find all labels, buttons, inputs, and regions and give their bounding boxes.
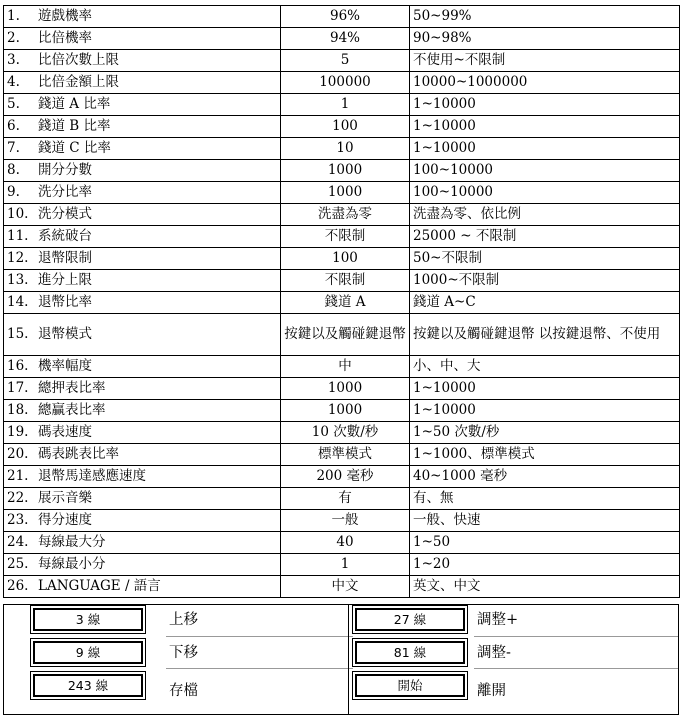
setting-name: 錢道 B 比率	[38, 118, 111, 134]
setting-number: 21.	[7, 468, 29, 484]
setting-name: 比倍金額上限	[38, 74, 119, 90]
setting-value: 40	[281, 532, 410, 554]
setting-name-cell	[4, 576, 281, 598]
setting-value: 1	[281, 94, 410, 116]
setting-value: 一般	[281, 510, 410, 532]
setting-value: 200 毫秒	[281, 466, 410, 488]
exit-label: 離開	[477, 683, 506, 699]
setting-name: 洗分比率	[38, 184, 92, 200]
setting-name: 洗分模式	[38, 206, 92, 222]
settings-rows	[4, 6, 680, 598]
setting-name: 退幣限制	[38, 250, 92, 266]
setting-name: 得分速度	[38, 512, 92, 528]
setting-name: 比倍次數上限	[38, 52, 119, 68]
setting-row	[4, 160, 680, 182]
setting-name-cell	[4, 400, 281, 422]
setting-range: 100~10000	[410, 160, 680, 182]
setting-name-cell	[4, 182, 281, 204]
setting-name: 總押表比率	[38, 380, 106, 396]
setting-row	[4, 72, 680, 94]
setting-row	[4, 510, 680, 532]
setting-name: 比倍機率	[38, 30, 92, 46]
setting-name-cell	[4, 510, 281, 532]
setting-value: 96%	[281, 6, 410, 28]
setting-row	[4, 554, 680, 576]
move-up-label: 上移	[169, 612, 198, 628]
setting-range: 英文、中文	[410, 576, 680, 598]
setting-name-cell	[4, 248, 281, 270]
setting-value: 10	[281, 138, 410, 160]
setting-name: 碼表速度	[38, 424, 92, 440]
setting-row	[4, 94, 680, 116]
setting-name: 退幣比率	[38, 294, 92, 310]
setting-range: 一般、快速	[410, 510, 680, 532]
setting-row	[4, 466, 680, 488]
setting-number: 7.	[7, 140, 20, 156]
setting-range: 按鍵以及觸碰鍵退幣 以按鍵退幣、不使用	[410, 314, 680, 356]
setting-name: 開分分數	[38, 162, 92, 178]
setting-number: 18.	[7, 402, 29, 418]
setting-number: 26.	[7, 578, 29, 594]
setting-value: 洗盡為零	[281, 204, 410, 226]
setting-range: 50~不限制	[410, 248, 680, 270]
settings-table	[3, 5, 680, 598]
setting-row	[4, 182, 680, 204]
setting-value: 100000	[281, 72, 410, 94]
setting-value: 5	[281, 50, 410, 72]
setting-row	[4, 292, 680, 314]
setting-value: 標準模式	[281, 444, 410, 466]
setting-range: 50~99%	[410, 6, 680, 28]
adjust-plus-label: 調整+	[477, 612, 519, 628]
setting-row	[4, 356, 680, 378]
setting-range: 25000 ~ 不限制	[410, 226, 680, 248]
setting-number: 10.	[7, 206, 29, 222]
adjust-minus-label: 調整-	[477, 645, 511, 661]
setting-number: 2.	[7, 30, 20, 46]
setting-row	[4, 488, 680, 510]
setting-name-cell	[4, 204, 281, 226]
setting-name-cell	[4, 466, 281, 488]
setting-name: 碼表跳表比率	[38, 446, 119, 462]
setting-row	[4, 422, 680, 444]
setting-number: 23.	[7, 512, 29, 528]
setting-name-cell	[4, 28, 281, 50]
setting-range: 有、無	[410, 488, 680, 510]
setting-name-cell	[4, 226, 281, 248]
setting-value: 100	[281, 248, 410, 270]
setting-range: 40~1000 毫秒	[410, 466, 680, 488]
setting-value: 100	[281, 116, 410, 138]
setting-name-cell	[4, 422, 281, 444]
setting-row	[4, 270, 680, 292]
setting-number: 17.	[7, 380, 29, 396]
setting-number: 14.	[7, 294, 29, 310]
setting-value: 1000	[281, 400, 410, 422]
setting-row	[4, 116, 680, 138]
setting-range: 90~98%	[410, 28, 680, 50]
setting-row	[4, 204, 680, 226]
lines-9-button[interactable]: 9 線	[33, 641, 143, 664]
setting-name-cell	[4, 116, 281, 138]
lines-81-button[interactable]: 81 線	[355, 641, 465, 664]
setting-value: 1000	[281, 182, 410, 204]
setting-range: 10000~1000000	[410, 72, 680, 94]
setting-range: 1~10000	[410, 400, 680, 422]
setting-number: 11.	[7, 228, 29, 244]
setting-value: 中文	[281, 576, 410, 598]
setting-range: 不使用~不限制	[410, 50, 680, 72]
setting-name: 退幣模式	[38, 326, 92, 342]
setting-range: 1~10000	[410, 116, 680, 138]
setting-value: 10 次數/秒	[281, 422, 410, 444]
setting-name-cell	[4, 160, 281, 182]
setting-name-cell	[4, 138, 281, 160]
setting-range: 1~10000	[410, 378, 680, 400]
setting-name: 退幣馬達感應速度	[38, 468, 146, 484]
setting-name: 系統破台	[38, 228, 92, 244]
setting-name-cell	[4, 378, 281, 400]
setting-row	[4, 6, 680, 28]
setting-range: 100~10000	[410, 182, 680, 204]
setting-value: 中	[281, 356, 410, 378]
setting-number: 1.	[7, 8, 20, 24]
control-pad	[3, 604, 679, 715]
setting-row	[4, 532, 680, 554]
setting-value: 按鍵以及觸碰鍵退幣	[281, 314, 410, 356]
save-label: 存檔	[169, 683, 198, 699]
setting-name: 錢道 A 比率	[38, 96, 111, 112]
setting-range: 1~1000、標準模式	[410, 444, 680, 466]
setting-range: 1~50	[410, 532, 680, 554]
setting-number: 13.	[7, 272, 29, 288]
setting-number: 16.	[7, 358, 29, 374]
setting-number: 15.	[7, 326, 29, 342]
setting-value: 1000	[281, 160, 410, 182]
move-down-label: 下移	[169, 645, 198, 661]
setting-value: 不限制	[281, 270, 410, 292]
setting-name-cell	[4, 314, 281, 356]
setting-row	[4, 400, 680, 422]
setting-name-cell	[4, 532, 281, 554]
setting-range: 洗盡為零、依比例	[410, 204, 680, 226]
setting-number: 8.	[7, 162, 20, 178]
setting-name-cell	[4, 444, 281, 466]
setting-value: 有	[281, 488, 410, 510]
setting-number: 20.	[7, 446, 29, 462]
setting-row	[4, 444, 680, 466]
setting-name: LANGUAGE / 語言	[38, 578, 161, 594]
setting-range: 小、中、大	[410, 356, 680, 378]
setting-row	[4, 138, 680, 160]
setting-value: 錢道 A	[281, 292, 410, 314]
setting-value: 1000	[281, 378, 410, 400]
setting-name-cell	[4, 292, 281, 314]
setting-range: 1~50 次數/秒	[410, 422, 680, 444]
setting-number: 6.	[7, 118, 20, 134]
setting-number: 25.	[7, 556, 29, 572]
setting-name-cell	[4, 6, 281, 28]
lines-27-button[interactable]: 27 線	[355, 608, 465, 631]
setting-name-cell	[4, 356, 281, 378]
setting-number: 5.	[7, 96, 20, 112]
start-button[interactable]: 開始	[355, 674, 465, 697]
setting-name-cell	[4, 94, 281, 116]
setting-row	[4, 50, 680, 72]
setting-name: 機率幅度	[38, 358, 92, 374]
setting-row	[4, 576, 680, 598]
setting-name-cell	[4, 50, 281, 72]
setting-name-cell	[4, 554, 281, 576]
setting-name-cell	[4, 72, 281, 94]
setting-value: 1	[281, 554, 410, 576]
setting-name: 每線最小分	[38, 556, 106, 572]
setting-range: 1~10000	[410, 94, 680, 116]
setting-number: 4.	[7, 74, 20, 90]
setting-number: 3.	[7, 52, 20, 68]
setting-number: 24.	[7, 534, 29, 550]
setting-range: 1000~不限制	[410, 270, 680, 292]
setting-row	[4, 226, 680, 248]
setting-number: 12.	[7, 250, 29, 266]
setting-name: 錢道 C 比率	[38, 140, 111, 156]
lines-3-button[interactable]: 3 線	[33, 608, 143, 631]
setting-name: 進分上限	[38, 272, 92, 288]
setting-row	[4, 248, 680, 270]
setting-name: 每線最大分	[38, 534, 106, 550]
setting-row	[4, 378, 680, 400]
setting-number: 19.	[7, 424, 29, 440]
setting-value: 94%	[281, 28, 410, 50]
setting-name-cell	[4, 488, 281, 510]
setting-number: 9.	[7, 184, 20, 200]
setting-range: 1~10000	[410, 138, 680, 160]
setting-value: 不限制	[281, 226, 410, 248]
setting-row	[4, 314, 680, 356]
setting-range: 1~20	[410, 554, 680, 576]
setting-name: 總贏表比率	[38, 402, 106, 418]
setting-name: 展示音樂	[38, 490, 92, 506]
lines-243-button[interactable]: 243 線	[33, 674, 143, 697]
setting-name-cell	[4, 270, 281, 292]
setting-row	[4, 28, 680, 50]
setting-range: 錢道 A~C	[410, 292, 680, 314]
setting-number: 22.	[7, 490, 29, 506]
setting-name: 遊戲機率	[38, 8, 92, 24]
